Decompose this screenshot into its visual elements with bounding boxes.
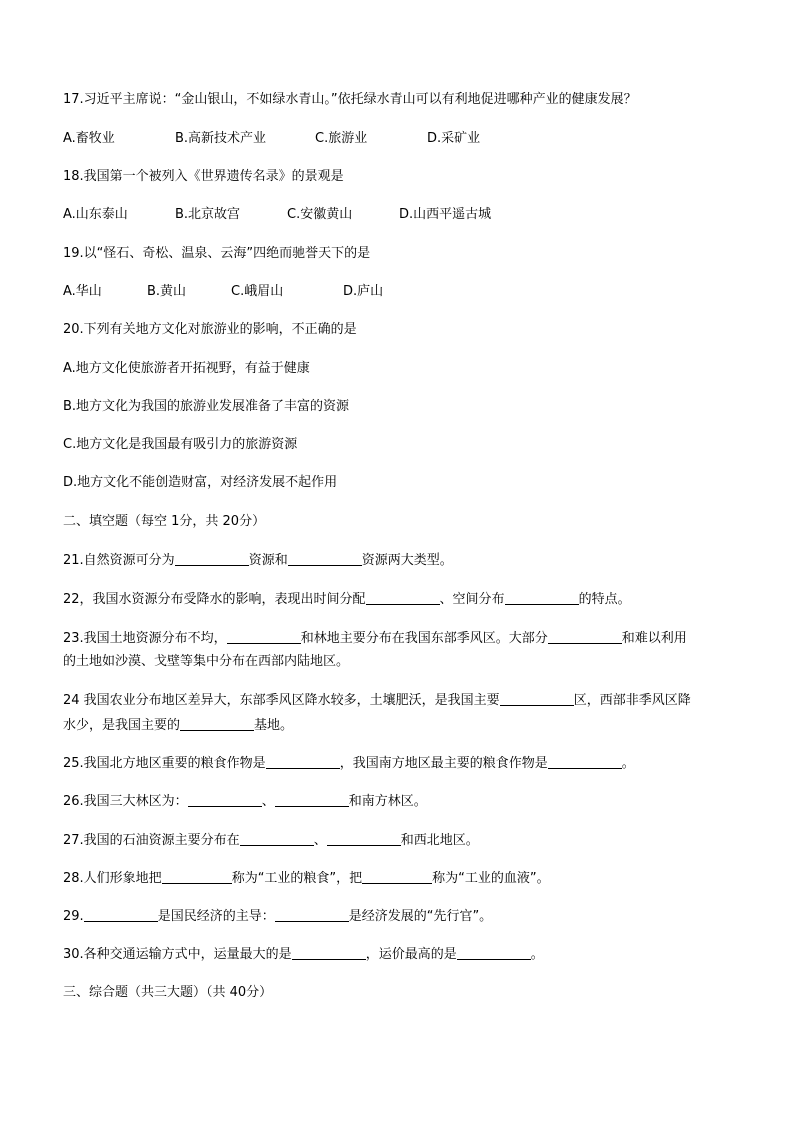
q23-line-2: 的土地如沙漠、戈壁等集中分布在西部内陆地区。	[63, 654, 350, 669]
question-27	[63, 832, 479, 849]
q29-text-3: 是经济发展的“先行官”。	[348, 909, 493, 924]
q22-text-3: 的特点。	[578, 592, 631, 607]
q17-option-a: A.畜牧业	[63, 131, 115, 146]
answer-blank[interactable]	[275, 793, 349, 807]
q22-text-1: 22，我国水资源分布受降水的影响，表现出时间分配	[63, 592, 366, 607]
question-29	[63, 908, 492, 925]
q24-text-4: 基地。	[254, 718, 294, 733]
answer-blank[interactable]	[180, 717, 254, 731]
q29-text-1: 29.	[63, 909, 84, 924]
q17-option-b: B.高新技术产业	[175, 131, 267, 146]
q22-text-2: 、空间分布	[439, 592, 505, 607]
question-22	[63, 591, 631, 608]
question-18-stem: 18.我国第一个被列入《世界遗传名录》的景观是	[63, 169, 344, 184]
q26-text-3: 和南方林区。	[348, 794, 427, 809]
question-25	[63, 755, 635, 772]
answer-blank[interactable]	[327, 832, 401, 846]
q18-option-c: C.安徽黄山	[287, 207, 353, 222]
q25-text-3: 。	[621, 756, 635, 771]
q28-text-1: 28.人们形象地把	[63, 871, 162, 886]
answer-blank[interactable]	[240, 832, 314, 846]
q19-option-b: B.黄山	[147, 284, 187, 299]
q20-option-a: A.地方文化使旅游者开拓视野，有益于健康	[63, 361, 310, 376]
q30-text-2: ，运价最高的是	[365, 947, 457, 962]
q24-text-2: 区，西部非季风区降	[573, 693, 691, 708]
answer-blank[interactable]	[162, 870, 232, 884]
q18-option-b: B.北京故宫	[175, 207, 241, 222]
q28-text-2: 称为“工业的粮食”，把	[231, 871, 363, 886]
q21-text-2: 资源和	[248, 553, 288, 568]
answer-blank[interactable]	[188, 793, 262, 807]
question-17-stem: 17.习近平主席说：“金山银山，不如绿水青山。”依托绿水青山可以有利地促进哪种产业的健康发展？	[63, 92, 637, 107]
q17-option-d: D.采矿业	[427, 131, 481, 146]
answer-blank[interactable]	[500, 692, 574, 706]
q27-text-2: 、	[313, 833, 327, 848]
question-28	[63, 870, 550, 887]
question-23	[63, 630, 687, 647]
q19-option-c: C.峨眉山	[231, 284, 284, 299]
question-24	[63, 692, 691, 709]
q20-option-d: D.地方文化不能创造财富，对经济发展不起作用	[63, 475, 338, 490]
q26-text-1: 26.我国三大林区为：	[63, 794, 188, 809]
answer-blank[interactable]	[227, 630, 301, 644]
answer-blank[interactable]	[548, 630, 622, 644]
q23-text-1: 23.我国土地资源分布不均，	[63, 631, 227, 646]
q17-option-c: C.旅游业	[315, 131, 368, 146]
q19-option-a: A.华山	[63, 284, 102, 299]
answer-blank[interactable]	[457, 946, 531, 960]
q20-option-b: B.地方文化为我国的旅游业发展准备了丰富的资源	[63, 399, 350, 414]
question-26	[63, 793, 427, 810]
q24-text-1: 24 我国农业分布地区差异大，东部季风区降水较多，土壤肥沃，是我国主要	[63, 693, 500, 708]
question-21	[63, 552, 453, 569]
question-30	[63, 946, 544, 963]
q23-text-3: 和难以利用	[621, 631, 687, 646]
q30-text-1: 30.各种交通运输方式中，运量最大的是	[63, 947, 292, 962]
answer-blank[interactable]	[548, 755, 622, 769]
question-19-stem: 19.以“怪石、奇松、温泉、云海”四绝而驰誉天下的是	[63, 246, 371, 261]
q30-text-3: 。	[530, 947, 544, 962]
q27-text-3: 和西北地区。	[400, 833, 479, 848]
q23-text-2: 和林地主要分布在我国东部季风区。大部分	[300, 631, 548, 646]
section-3-heading: 三、综合题（共三大题）（共 40分）	[63, 985, 273, 1000]
q28-text-3: 称为“工业的血液”。	[432, 871, 550, 886]
q29-text-2: 是国民经济的主导：	[157, 909, 275, 924]
answer-blank[interactable]	[292, 946, 366, 960]
answer-blank[interactable]	[288, 552, 362, 566]
answer-blank[interactable]	[366, 591, 440, 605]
answer-blank[interactable]	[505, 591, 579, 605]
answer-blank[interactable]	[266, 755, 340, 769]
q25-text-1: 25.我国北方地区重要的粮食作物是	[63, 756, 266, 771]
question-20-stem: 20.下列有关地方文化对旅游业的影响，不正确的是	[63, 322, 357, 337]
q21-text-3: 资源两大类型。	[361, 553, 453, 568]
answer-blank[interactable]	[84, 908, 158, 922]
q18-option-a: A.山东泰山	[63, 207, 128, 222]
q24-text-3: 水少，是我国主要的	[63, 718, 181, 733]
answer-blank[interactable]	[175, 552, 249, 566]
section-2-heading: 二、填空题（每空 1分，共 20分）	[63, 514, 266, 529]
q27-text-1: 27.我国的石油资源主要分布在	[63, 833, 240, 848]
q19-option-d: D.庐山	[343, 284, 384, 299]
answer-blank[interactable]	[362, 870, 432, 884]
answer-blank[interactable]	[275, 908, 349, 922]
q26-text-2: 、	[261, 794, 275, 809]
q20-option-c: C.地方文化是我国最有吸引力的旅游资源	[63, 437, 298, 452]
q21-text-1: 21.自然资源可分为	[63, 553, 175, 568]
question-24-line-2	[63, 717, 293, 734]
q18-option-d: D.山西平遥古城	[399, 207, 492, 222]
q25-text-2: ，我国南方地区最主要的粮食作物是	[339, 756, 548, 771]
